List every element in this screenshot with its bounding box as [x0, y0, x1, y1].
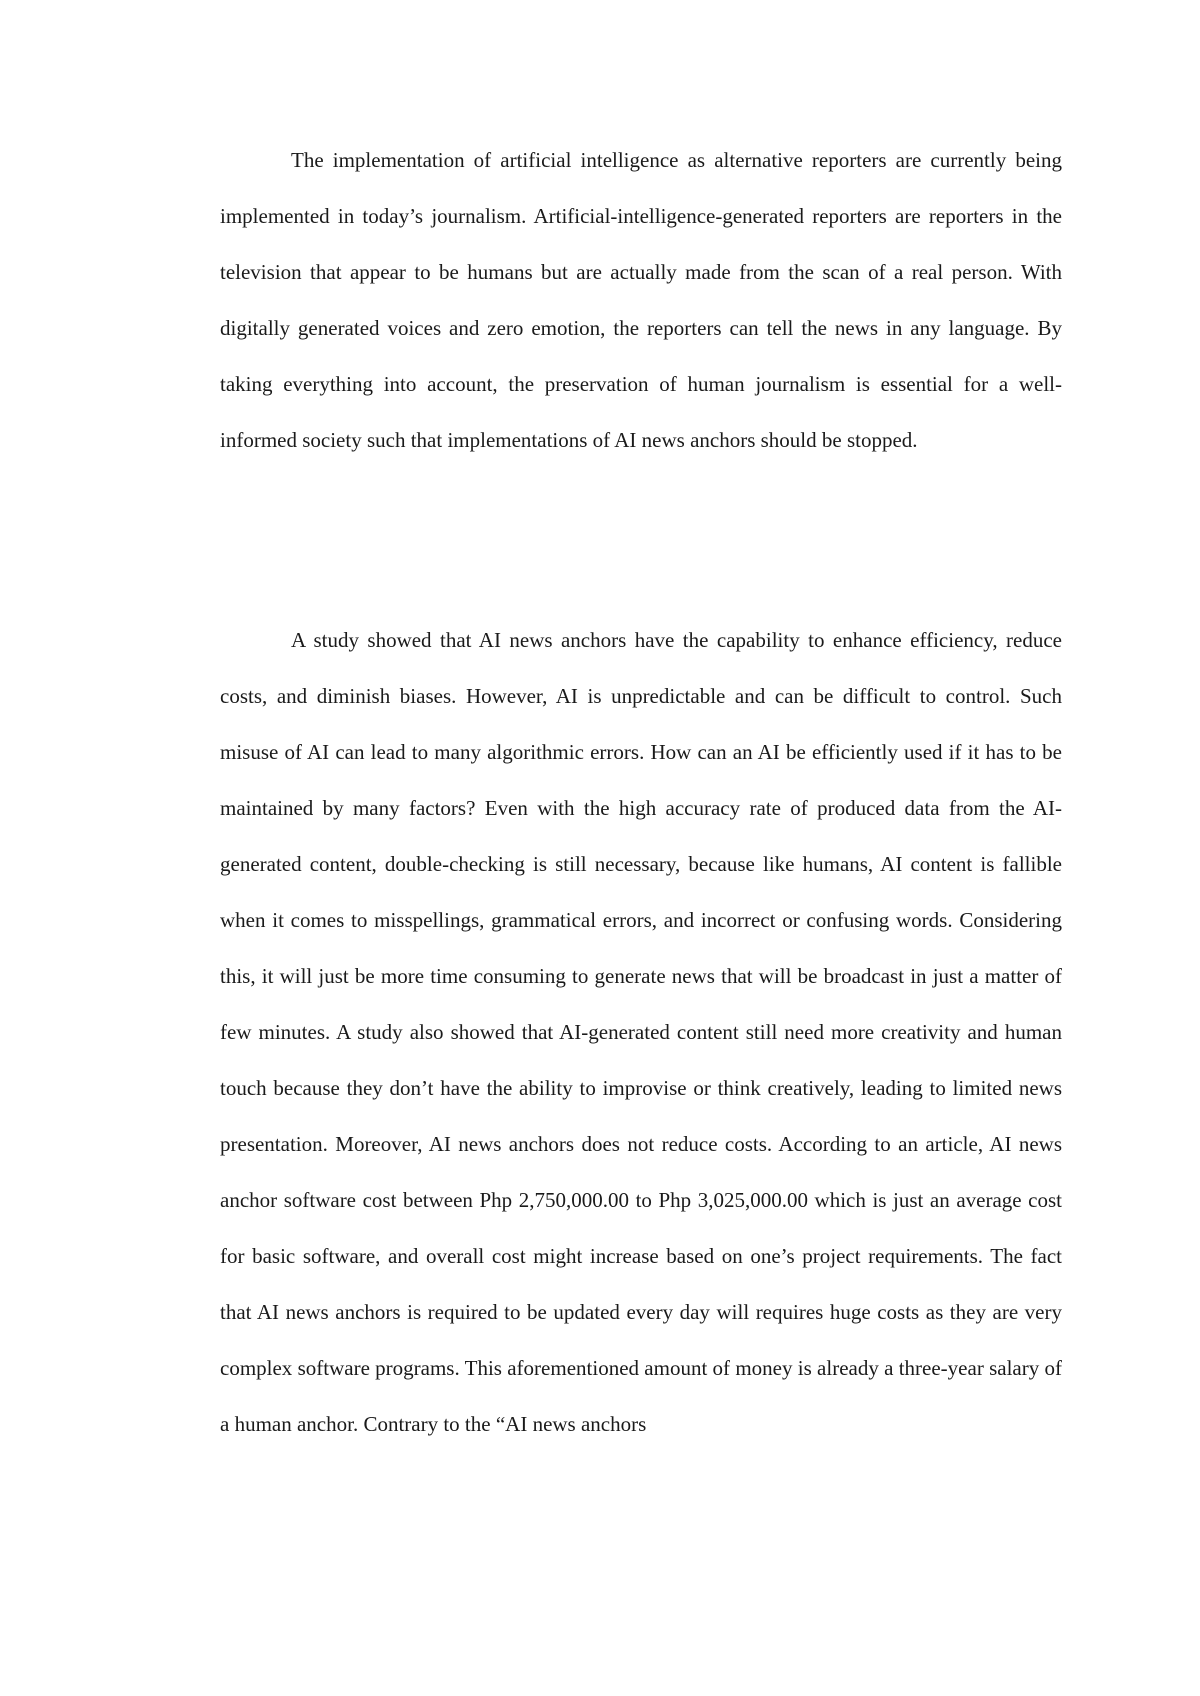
- paragraph-introduction: The implementation of artificial intelligence as alternative reporters are currently being implemented in today’s journalism. Artificial-intelligence-generated reporters are reporters in the television that appear to be humans but are actually made from the scan of a real person. With digitally generated voices and zero emotion, the reporters can tell the news in any language. By taking everything into account, the preservation of human journalism is essential for a well-informed society such that implementations of AI news anchors should be stopped.: [220, 148, 1062, 452]
- paragraph-body: A study showed that AI news anchors have the capability to enhance efficiency, reduce costs, and diminish biases. However, AI is unpredictable and can be difficult to control. Such misuse of AI can lead to many algorithmic errors. How can an AI be efficiently used if it has to be maintained by many factors? Even with the high accuracy rate of produced data from the AI-generated content, double-checking is still necessary, because like humans, AI content is fallible when it comes to misspellings, grammatical errors, and incorrect or confusing words. Considering this, it will just be more time consuming to generate news that will be broadcast in just a matter of few minutes. A study also showed that AI-generated content still need more creativity and human touch because they don’t have the ability to improvise or think creatively, leading to limited news presentation. Moreover, AI news anchors does not reduce costs. According to an article, AI news anchor software cost between Php 2,750,000.00 to Php 3,025,000.00 which is just an average cost for basic software, and overall cost might increase based on one’s project requirements. The fact that AI news anchors is required to be updated every day will requires huge costs as they are very complex software programs. This aforementioned amount of money is already a three-year salary of a human anchor. Contrary to the “AI news anchors: [220, 628, 1062, 1436]
